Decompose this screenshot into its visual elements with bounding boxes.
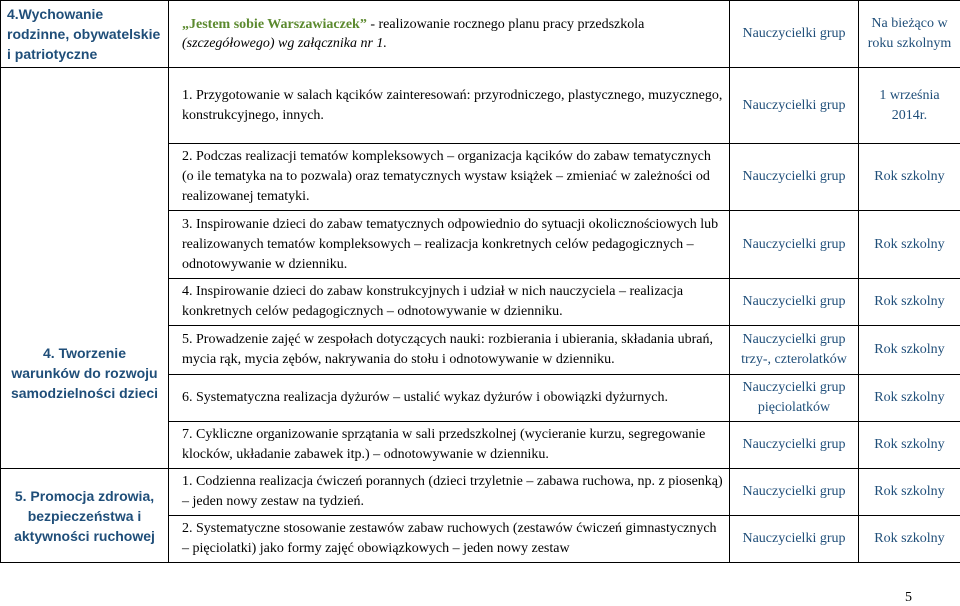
responsible-cell: Nauczycielki grup [730,68,859,144]
responsible-cell: Nauczycielki grup [730,516,859,563]
deadline-cell: Rok szkolny [859,279,960,326]
task-text: - realizowanie rocznego planu pracy przedszkola [370,17,645,32]
responsible-cell: Nauczycielki grup [730,211,859,279]
area-cell: 4. Tworzenie warunków do rozwoju samodzielności dzieci [1,279,169,469]
responsible-cell: Nauczycielki grup trzy-, czterolatków [730,326,859,375]
area-cell [1,144,169,211]
table-row [1,144,960,211]
area-cell: 5. Promocja zdrowia, bezpieczeństwa i aktywności ruchowej [1,469,169,563]
task-cell: 6. Systematyczna realizacja dyżurów – ustalić wykaz dyżurów i obowiązki dyżurnych. [169,375,730,422]
table-row [1,211,960,279]
task-cell: 1. Przygotowanie w salach kącików zainteresowań: przyrodniczego, plastycznego, muzycznego, konstrukcyjnego, innych. [169,68,730,144]
responsible-cell: Nauczycielki grup [730,469,859,516]
task-cell: 1. Codzienna realizacja ćwiczeń porannych (dzieci trzyletnie – zabawa ruchowa, np. z piosenką) – jeden nowy zestaw na tydzień. [169,469,730,516]
task-cell: 3. Inspirowanie dzieci do zabaw tematycznych odpowiednio do sytuacji okolicznościowych lub realizowanych tematów kompleksowych – realizacja konkretnych celów pedagogicznych – odnotowywanie w dzienniku. [169,211,730,279]
deadline-cell: Rok szkolny [859,211,960,279]
task-cell: 2. Systematyczne stosowanie zestawów zabaw ruchowych (zestawów ćwiczeń gimnastycznych – pięciolatki) jako formy zajęć obowiązkowych – jeden nowy zestaw [169,516,730,563]
deadline-cell: Rok szkolny [859,469,960,516]
task-title: „Jestem sobie Warszawiaczek” [182,17,367,32]
task-cell: 7. Cykliczne organizowanie sprzątania w sali przedszkolnej (wycieranie kurzu, segregowanie klocków, układanie zabawek itp.) – odnotowywanie w dzienniku. [169,422,730,469]
area-cell [1,68,169,144]
deadline-cell: Rok szkolny [859,375,960,422]
deadline-cell: Rok szkolny [859,422,960,469]
deadline-cell: 1 września 2014r. [859,68,960,144]
table-row [1,68,960,144]
task-cell [169,1,730,68]
deadline-cell: Na bieżąco w roku szkolnym [859,1,960,68]
area-cell: 4.Wychowanie rodzinne, obywatelskie i patriotyczne [1,1,169,68]
task-cell: 2. Podczas realizacji tematów kompleksowych – organizacja kącików do zabaw tematycznych (o ile tematyka na to pozwala) oraz tematycznych wystaw książek – zmieniać w zależności od realizowanej tematyki. [169,144,730,211]
table-row [1,1,960,68]
task-cell: 5. Prowadzenie zajęć w zespołach dotyczących nauki: rozbierania i ubierania, składania ubrań, mycia rąk, mycia zębów, nakrywania do stołu i odnotowywanie w dzienniku. [169,326,730,375]
table-row [1,469,960,516]
area-cell [1,211,169,279]
responsible-cell: Nauczycielki grup [730,144,859,211]
deadline-cell: Rok szkolny [859,144,960,211]
responsible-cell: Nauczycielki grup [730,1,859,68]
page-number: 5 [905,590,912,605]
task-note: (szczegółowego) wg załącznika nr 1. [182,36,387,51]
task-cell: 4. Inspirowanie dzieci do zabaw konstrukcyjnych i udział w nich nauczyciela – realizacja konkretnych celów pedagogicznych – odnotowywanie w dzienniku. [169,279,730,326]
responsible-cell: Nauczycielki grup [730,279,859,326]
responsible-cell: Nauczycielki grup [730,422,859,469]
responsible-cell: Nauczycielki grup pięciolatków [730,375,859,422]
deadline-cell: Rok szkolny [859,326,960,375]
deadline-cell: Rok szkolny [859,516,960,563]
table-row [1,279,960,326]
